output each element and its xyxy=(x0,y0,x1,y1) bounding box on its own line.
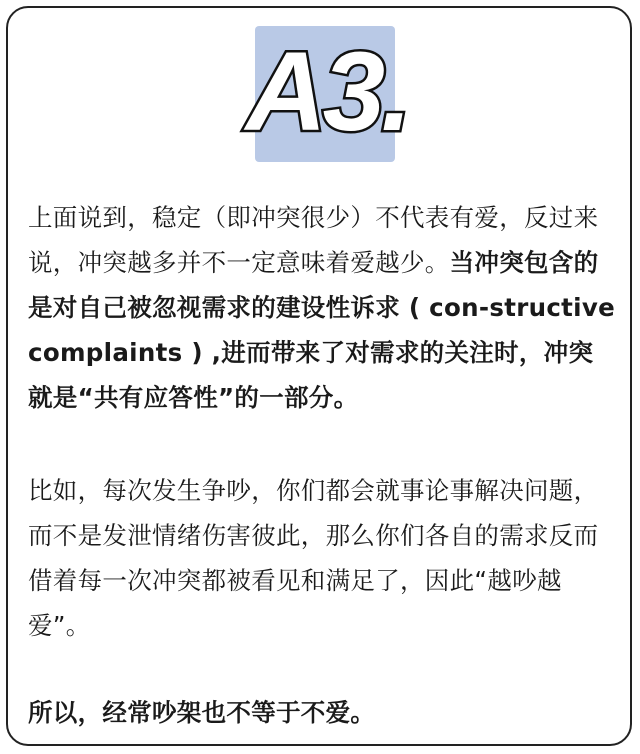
paragraph-1-normal: 上面说到，稳定（即冲突很少）不代表有爱，反过来说，冲突越多并不一定意味着爱越少。 xyxy=(28,203,599,277)
paragraph-1-bold: 当冲突包含的是对自己被忽视需求的建设性诉求 ( con-structive complaints ) ,进而带来了对需求的关注时，冲突就是“共有应答性”的一部分。 xyxy=(28,248,616,412)
paragraph-3-conclusion: 所以，经常吵架也不等于不爱。 xyxy=(28,698,376,727)
badge-a3 xyxy=(222,30,432,150)
paragraph-2: 比如，每次发生争吵，你们都会就事论事解决问题，而不是发泄情绪伤害彼此，那么你们各自的需求反而借着每一次冲突都被看见和满足了，因此“越吵越爱”。 xyxy=(28,476,599,640)
paragraph-1 xyxy=(28,195,618,420)
badge-text: A3. xyxy=(245,30,409,150)
